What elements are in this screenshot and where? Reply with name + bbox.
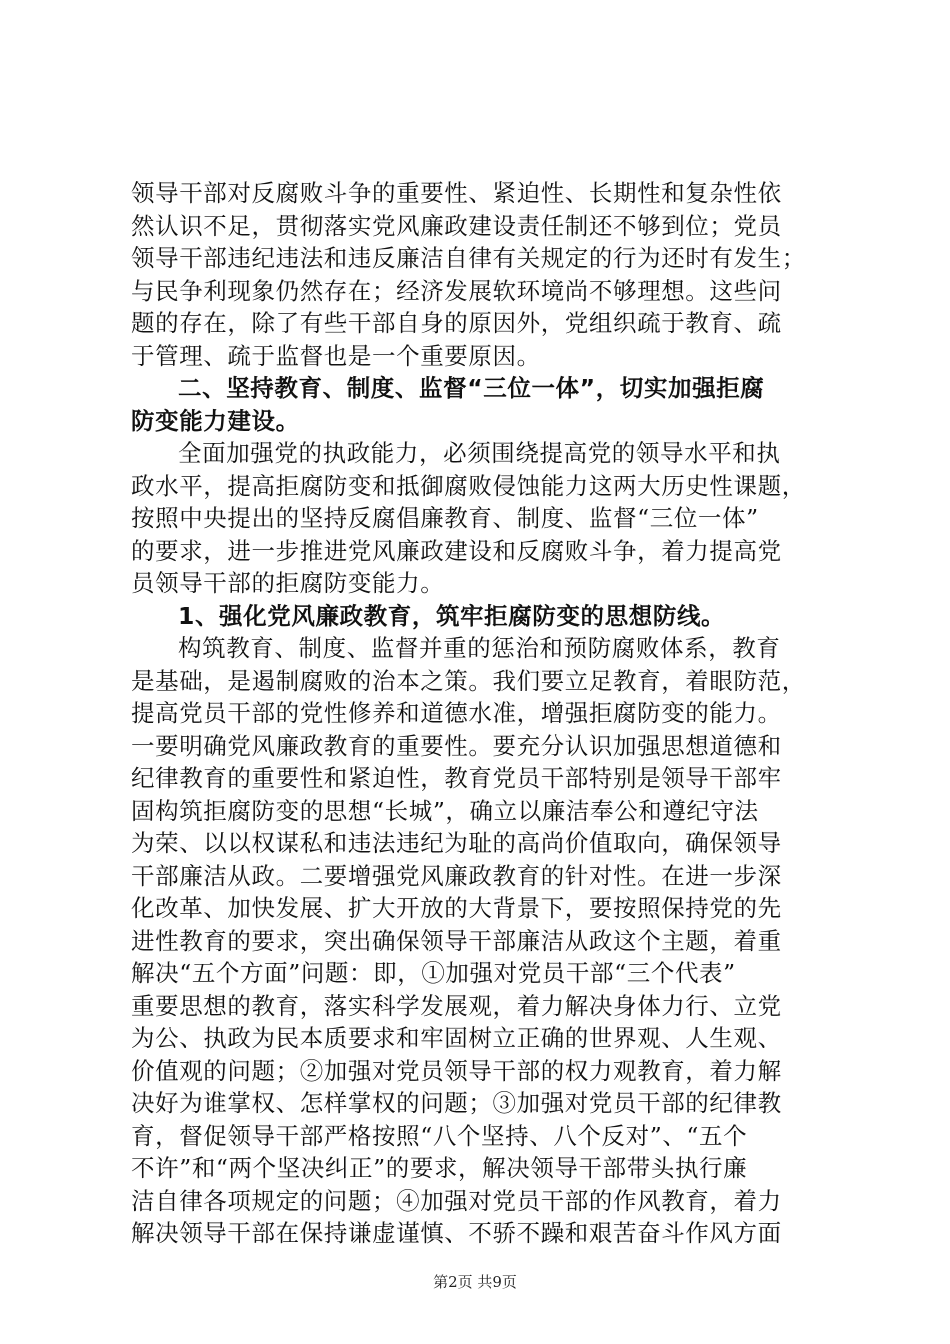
- page-footer: 第2页 共9页: [433, 1273, 517, 1291]
- paragraph-line: 育，督促领导干部严格按照“八个坚持、八个反对”、“五个: [131, 1121, 748, 1150]
- paragraph-line: 纪律教育的重要性和紧迫性，教育党员干部特别是领导干部牢: [131, 764, 782, 792]
- document-body: [131, 177, 831, 1250]
- paragraph-line: 全面加强党的执政能力，必须围绕提高党的领导水平和执: [178, 439, 781, 467]
- paragraph-line: 然认识不足，贯彻落实党风廉政建设责任制还不够到位；党员: [131, 211, 782, 240]
- paragraph-line: 固构筑拒腐防变的思想“长城”，确立以廉洁奉公和遵纪守法: [131, 796, 759, 825]
- paragraph-line: 的要求，进一步推进党风廉政建设和反腐败斗争，着力提高党: [131, 536, 782, 565]
- paragraph-line: 洁自律各项规定的问题；④加强对党员干部的作风教育，着力: [131, 1186, 782, 1215]
- paragraph-line: 领导干部对反腐败斗争的重要性、紧迫性、长期性和复杂性依: [131, 179, 782, 207]
- section-heading-line: 1、强化党风廉政教育，筑牢拒腐防变的思想防线。: [178, 601, 726, 630]
- paragraph-line: 干部廉洁从政。二要增强党风廉政教育的针对性。在进一步深: [131, 861, 782, 890]
- paragraph-line: 为荣、以以权谋私和违法违纪为耻的高尚价值取向，确保领导: [131, 829, 782, 857]
- paragraph-line: 是基础，是遏制腐败的治本之策。我们要立足教育，着眼防范，: [131, 666, 806, 695]
- section-heading-line: 防变能力建设。: [131, 406, 300, 435]
- paragraph-line: 与民争利现象仍然存在；经济发展软环境尚不够理想。这些问: [131, 276, 782, 305]
- paragraph-line: 解决“五个方面”问题：即，①加强对党员干部“三个代表”: [131, 959, 736, 987]
- paragraph-line: 政水平，提高拒腐防变和抵御腐败侵蚀能力这两大历史性课题，: [131, 471, 806, 500]
- paragraph-line: 决好为谁掌权、怎样掌权的问题；③加强对党员干部的纪律教: [131, 1089, 782, 1117]
- paragraph-line: 进性教育的要求，突出确保领导干部廉洁从政这个主题，着重: [131, 926, 782, 955]
- paragraph-line: 不许”和“两个坚决纠正”的要求，解决领导干部带头执行廉: [131, 1154, 748, 1182]
- paragraph-line: 重要思想的教育，落实科学发展观，着力解决身体力行、立党: [131, 991, 782, 1020]
- paragraph-line: 化改革、加快发展、扩大开放的大背景下，要按照保持党的先: [131, 894, 782, 922]
- paragraph-line: 价值观的问题；②加强对党员领导干部的权力观教育，着力解: [131, 1056, 782, 1085]
- paragraph-line: 领导干部违纪违法和违反廉洁自律有关规定的行为还时有发生；: [131, 244, 806, 272]
- paragraph-line: 提高党员干部的党性修养和道德水准，增强拒腐防变的能力。: [131, 699, 782, 727]
- paragraph-line: 一要明确党风廉政教育的重要性。要充分认识加强思想道德和: [131, 731, 782, 760]
- paragraph-line: 构筑教育、制度、监督并重的惩治和预防腐败体系，教育: [178, 634, 781, 662]
- paragraph-line: 为公、执政为民本质要求和牢固树立正确的世界观、人生观、: [131, 1024, 782, 1052]
- paragraph-line: 解决领导干部在保持谦虚谨慎、不骄不躁和艰苦奋斗作风方面: [131, 1219, 782, 1247]
- section-heading-line: 二、坚持教育、制度、监督“三位一体”，切实加强拒腐: [178, 374, 765, 402]
- paragraph-line: 员领导干部的拒腐防变能力。: [131, 569, 445, 597]
- paragraph-line: 于管理、疏于监督也是一个重要原因。: [131, 341, 541, 370]
- paragraph-line: 按照中央提出的坚持反腐倡廉教育、制度、监督“三位一体”: [131, 504, 759, 532]
- paragraph-line: 题的存在，除了有些干部自身的原因外，党组织疏于教育、疏: [131, 309, 782, 337]
